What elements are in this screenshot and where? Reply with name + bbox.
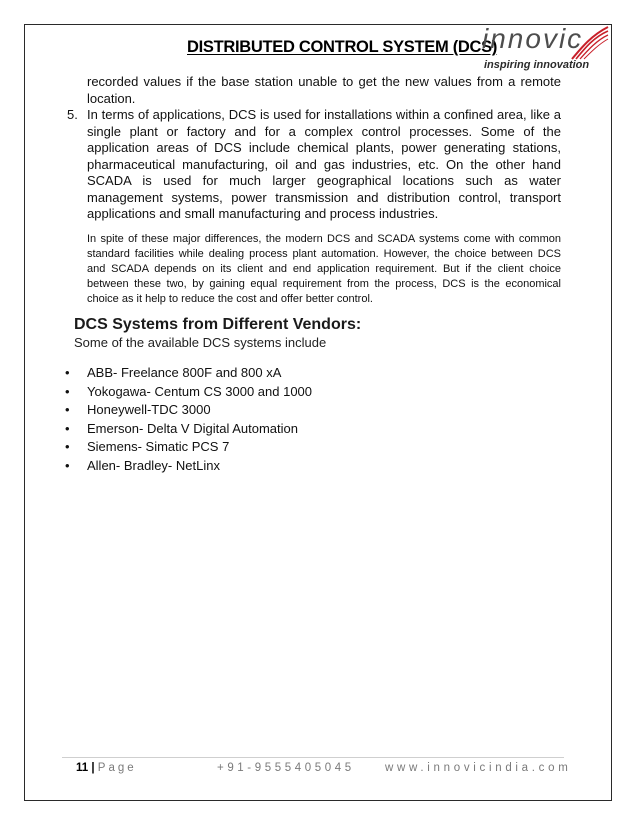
- summary-note: In spite of these major differences, the modern DCS and SCADA systems come with common standard facilities while dealing process plant automation. However, the choice between DCS and SCADA depends on its client and end application requirement. But if the client choice between these two, by gaining equal requirement from the process, DCS is the economical choice as it help to reduce the cost and offer better control.: [87, 233, 561, 305]
- vendor-item: • Yokogawa- Centum CS 3000 and 1000: [62, 383, 312, 402]
- footer-divider: [62, 757, 564, 758]
- continued-paragraph: recorded values if the base station unable to get the new values from a remote location.: [87, 74, 561, 106]
- vendor-item: • Siemens- Simatic PCS 7: [62, 438, 312, 457]
- page-title: DISTRIBUTED CONTROL SYSTEM (DCS): [187, 38, 498, 56]
- section-intro: Some of the available DCS systems include: [74, 335, 327, 350]
- list-item-number: 5.: [67, 107, 78, 122]
- footer-phone: +91-9555405045: [217, 762, 355, 774]
- logo-swoosh-icon: [570, 25, 610, 63]
- vendor-item: • ABB- Freelance 800F and 800 xA: [62, 364, 312, 383]
- vendor-item: • Honeywell-TDC 3000: [62, 401, 312, 420]
- page-number: 11 | Page: [76, 762, 137, 774]
- vendor-item: • Allen- Bradley- NetLinx: [62, 457, 312, 476]
- bullet-icon: •: [65, 439, 70, 455]
- footer-website[interactable]: www.innovicindia.com: [385, 762, 572, 774]
- bullet-icon: •: [65, 402, 70, 418]
- list-item-text: In terms of applications, DCS is used for installations within a confined area, like a single plant or factory and for a complex control processes. Some of the application areas of DCS include chemical plants, power generating stations, pharmaceutical manufacturing, oil and gas industries, etc. On the other hand SCADA is used for much larger geographical locations such as water management systems, power transmission and distribution control, transport applications and small manufacturing and process industries.: [87, 107, 561, 221]
- bullet-icon: •: [65, 457, 70, 473]
- bullet-icon: •: [65, 365, 70, 380]
- bullet-icon: •: [65, 420, 70, 436]
- section-heading: DCS Systems from Different Vendors:: [74, 316, 362, 333]
- company-logo: [466, 25, 610, 75]
- vendor-list: [62, 364, 312, 476]
- logo-tagline: inspiring innovation: [484, 59, 590, 71]
- logo-wordmark: innovic: [482, 23, 584, 54]
- list-item-5: [62, 107, 561, 223]
- vendor-item: • Emerson- Delta V Digital Automation: [62, 420, 312, 439]
- bullet-icon: •: [65, 383, 70, 399]
